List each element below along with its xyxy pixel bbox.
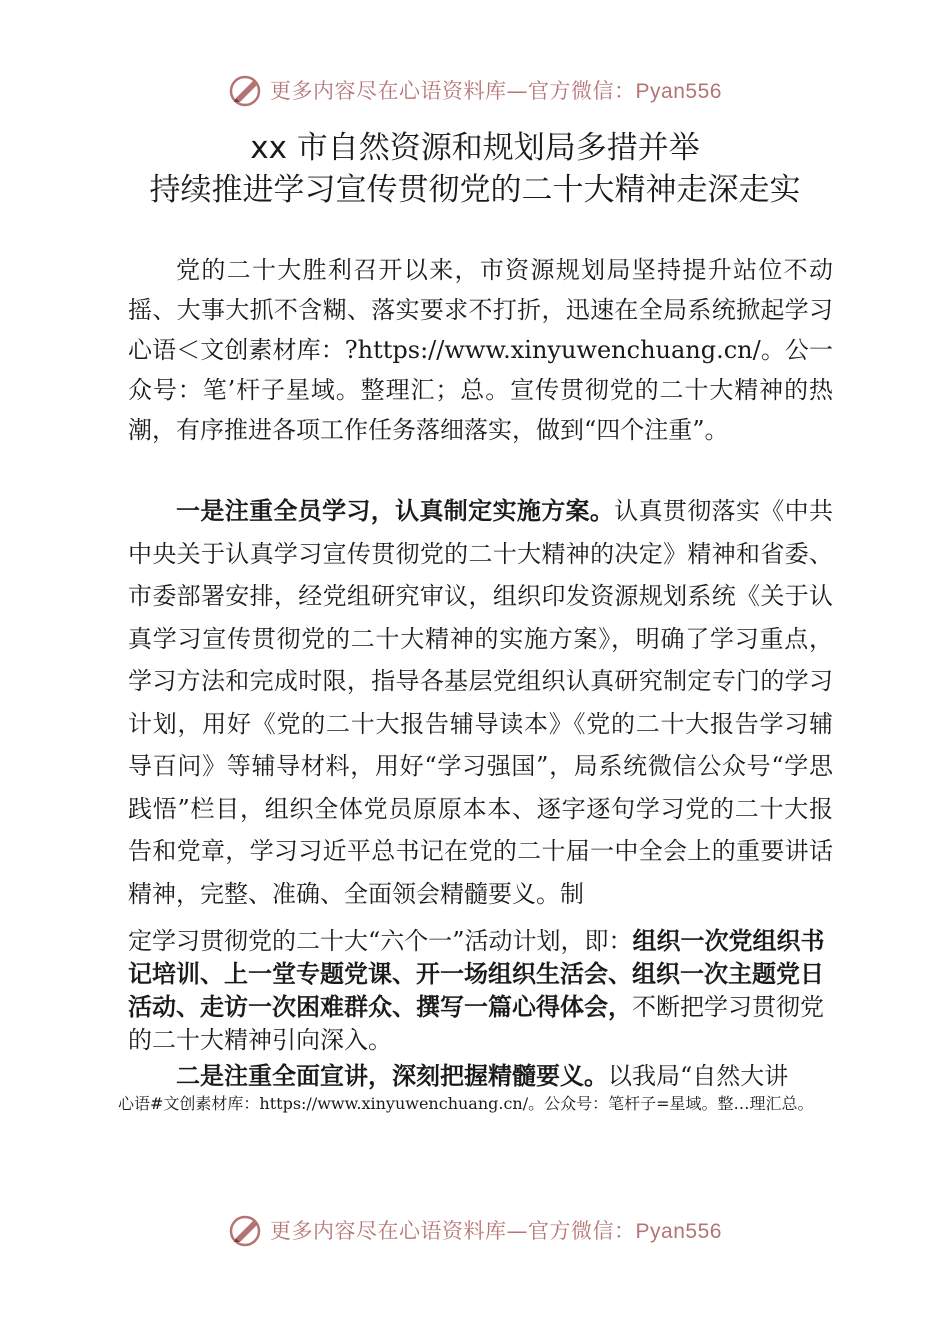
top-watermark <box>0 72 950 108</box>
paragraph-intro: 党的二十大胜利召开以来，市资源规划局坚持提升站位不动摇、大事大抓不含糊、落实要求不打折，迅速在全局系统掀起学习心语＜文创素材库：?https://www.xinyuwenchuang.cn/。公一众号：笔’杆子星域。整理汇；总。宣传贯彻党的二十大精神的热潮，有序推进各项工作任务落细落实，做到“四个注重”。 <box>128 256 833 444</box>
activity-list: 组织一次党组织书记培训、上一堂专题党课、开一场组织生活会、组织一次主题党日活动、走访一次困难群众、撰写一篇心得体会， <box>128 927 825 1021</box>
paragraph-two <box>176 1060 848 1092</box>
watermark-text: 更多内容尽在心语资料库—官方微信：Pyan556 <box>270 1219 722 1243</box>
watermark-text: 更多内容尽在心语资料库—官方微信：Pyan556 <box>270 79 722 103</box>
paragraph-two-heading: 二是注重全面宣讲，深刻把握精髓要义。 <box>176 1062 608 1090</box>
document-title-line-1: xx 市自然资源和规划局多措并举 <box>250 130 700 166</box>
paragraph-one-continued: 定学习贯彻党的二十大“六个一”活动计划，即：组织一次党组织书记培训、上一堂专题党课、开一场组织生活会、组织一次主题党日活动、走访一次困难群众、撰写一篇心得体会，不断把学习贯彻党的二十大精神引向深入。 <box>128 927 825 1054</box>
footer-note: 心语#文创素材库：https://www.xinyuwenchuang.cn/。公众号：笔杆子=星域。整…理汇总。 <box>118 1094 814 1113</box>
document-title-line-2: 持续推进学习宣传贯彻党的二十大精神走深走实 <box>149 172 801 208</box>
paragraph-one <box>128 490 833 915</box>
paragraph-one-body: 认真贯彻落实《中共中央关于认真学习宣传贯彻党的二十大精神的决定》精神和省委、市委部署安排，经党组研究审议，组织印发资源规划系统《关于认真学习宣传贯彻党的二十大精神的实施方案》，明确了学习重点，学习方法和完成时限，指导各基层党组织认真研究制定专门的学习计划，用好《党的二十大报告辅导读本》《党的二十大报告学习辅导百问》等辅导材料，用好“学习强国”，局系统微信公众号“学思践悟”栏目，组织全体党员原原本本、逐字逐句学习党的二十大报告和党章，学习习近平总书记在党的二十届一中全会上的重要讲话精神，完整、准确、全面领会精髓要义。制 <box>128 497 834 908</box>
bottom-watermark <box>0 1212 950 1248</box>
pen-logo-icon <box>228 72 264 108</box>
paragraph-one-heading: 一是注重全员学习，认真制定实施方案。 <box>176 497 615 525</box>
paragraph-two-body: 以我局“自然大讲 <box>608 1062 789 1090</box>
pen-logo-icon <box>228 1212 264 1248</box>
